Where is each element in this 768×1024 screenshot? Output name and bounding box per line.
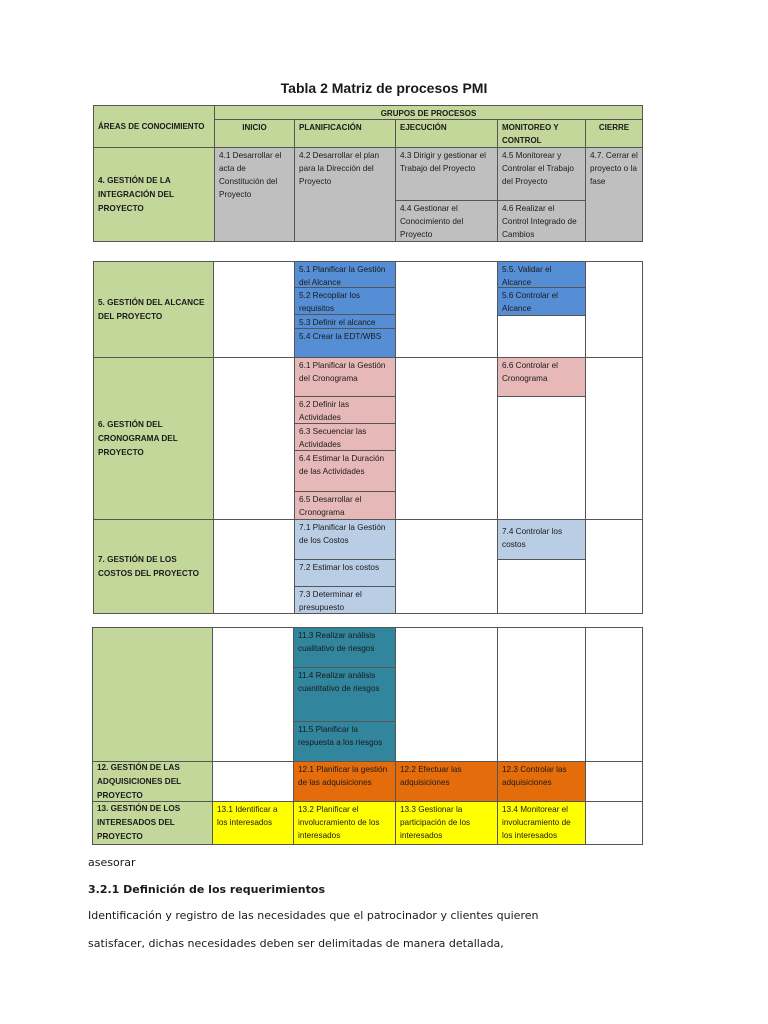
cell-6-1: 6.1 Planificar la Gestión del Cronograma [294,357,396,397]
area-costos: 7. GESTIÓN DE LOS COSTOS DEL PROYECTO [93,519,214,614]
cell-4-4: 4.4 Gestionar el Conocimiento del Proyecto [395,200,498,242]
empty-cell [585,761,643,802]
area-cronograma: 6. GESTIÓN DEL CRONOGRAMA DEL PROYECTO [93,357,214,520]
area-integracion: 4. GESTIÓN DE LA INTEGRACIÓN DEL PROYECTO [93,147,215,242]
cell-4-3: 4.3 Dirigir y gestionar el Trabajo del Proyecto [395,147,498,201]
cell-4-5: 4.5 Monitorear y Controlar el Trabajo del Proyecto [497,147,586,201]
cell-7-3: 7.3 Determinar el presupuesto [294,586,396,614]
cell-12-3: 12.3 Controlar las adquisiciones [497,761,586,802]
cell-13-2: 13.2 Planificar el involucramiento de los interesados [293,801,396,845]
cell-11-3: 11.3 Realizar análisis cualitativo de riesgos [293,627,396,668]
cell-7-1: 7.1 Planificar la Gestión de los Costos [294,519,396,560]
empty-cell [213,357,295,520]
empty-cell [395,627,498,762]
cell-6-4: 6.4 Estimar la Duración de las Actividades [294,450,396,492]
empty-cell [213,519,295,614]
cell-4-1: 4.1 Desarrollar el acta de Constitución del Proyecto [214,147,295,242]
cell-5-4: 5.4 Crear la EDT/WBS [294,328,396,358]
empty-cell [497,559,586,614]
header-cierre: CIERRE [585,119,643,148]
empty-cell [585,627,643,762]
header-ejecucion: EJECUCIÓN [395,119,498,148]
header-grupos: GRUPOS DE PROCESOS [214,105,643,120]
empty-cell [585,519,643,614]
cell-6-3: 6.3 Secuenciar las Actividades [294,423,396,451]
cell-4-7: 4.7. Cerrar el proyecto o la fase [585,147,643,242]
header-inicio: INICIO [214,119,295,148]
empty-cell [395,357,498,520]
empty-cell [497,315,586,358]
header-monitoreo: MONITOREO Y CONTROL [497,119,586,148]
empty-cell [395,519,498,614]
cell-5-1: 5.1 Planificar la Gestión del Alcance [294,261,396,288]
cell-7-4: 7.4 Controlar los costos [497,519,586,560]
cell-13-1: 13.1 Identificar a los interesados [212,801,294,845]
cell-11-4: 11.4 Realizar análisis cuantitativo de riesgos [293,667,396,722]
cell-5-2: 5.2 Recopilar los requisitos [294,287,396,315]
cell-13-4: 13.4 Monitorear el involucramiento de los interesados [497,801,586,845]
empty-cell [213,261,295,358]
header-areas: ÁREAS DE CONOCIMIENTO [93,105,215,148]
empty-cell [497,396,586,520]
cell-11-5: 11.5 Planificar la respuesta a los riesgos [293,721,396,762]
header-planificacion: PLANIFICACIÓN [294,119,396,148]
cell-4-2: 4.2 Desarrollar el plan para la Dirección del Proyecto [294,147,396,242]
body-paragraph-line-2: satisfacer, dichas necesidades deben ser delimitadas de manera detallada, [88,937,504,950]
area-alcance: 5. GESTIÓN DEL ALCANCE DEL PROYECTO [93,261,214,358]
cell-5-6: 5.6 Controlar el Alcance [497,287,586,316]
cell-6-2: 6.2 Definir las Actividades [294,396,396,424]
cell-12-2: 12.2 Efectuar las adquisiciones [395,761,498,802]
empty-cell [585,261,643,358]
empty-cell [395,261,498,358]
table-title: Tabla 2 Matriz de procesos PMI [280,80,488,96]
body-paragraph-line-1: Identificación y registro de las necesidades que el patrocinador y clientes quieren [88,909,539,922]
area-adquisiciones: 12. GESTIÓN DE LAS ADQUISICIONES DEL PROYECTO [92,761,213,802]
cell-5-5: 5.5. Validar el Alcance [497,261,586,288]
empty-cell [585,801,643,845]
cell-5-3: 5.3 Definir el alcance [294,314,396,329]
cell-4-6: 4.6 Realizar el Control Integrado de Cambios [497,200,586,242]
cell-13-3: 13.3 Gestionar la participación de los interesados [395,801,498,845]
empty-cell [497,627,586,762]
cell-12-1: 12.1 Planificar la gestión de las adquisiciones [293,761,396,802]
empty-cell [212,761,294,802]
cell-6-6: 6.6 Controlar el Cronograma [497,357,586,397]
cell-6-5: 6.5 Desarrollar el Cronograma [294,491,396,520]
area-interesados: 13. GESTIÓN DE LOS INTERESADOS DEL PROYECTO [92,801,213,845]
section-heading: 3.2.1 Definición de los requerimientos [88,883,326,896]
cell-7-2: 7.2 Estimar los costos [294,559,396,587]
empty-cell [585,357,643,520]
area-riesgos [92,627,213,762]
body-line-asesorar: asesorar [88,856,136,869]
empty-cell [212,627,294,762]
